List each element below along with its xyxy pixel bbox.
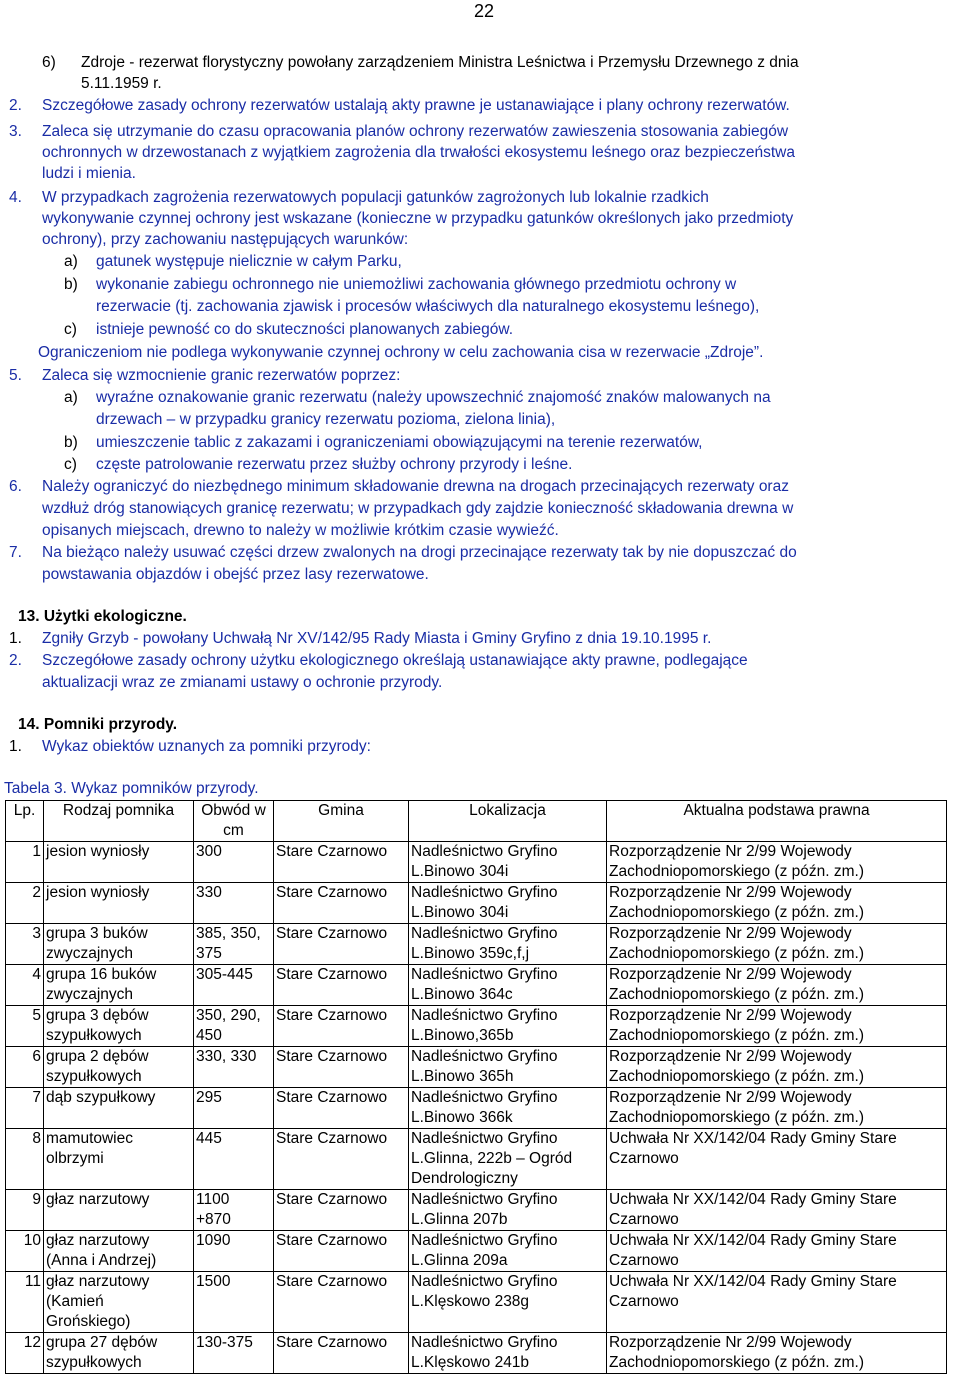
item-3-line-3: ludzi i mienia. — [42, 165, 136, 182]
header-lokalizacja: Lokalizacja — [409, 801, 607, 842]
cell-lokalizacja-line: Nadleśnictwo Gryfino — [411, 1048, 558, 1065]
cell-rodzaj-line: grupa 3 dębów — [46, 1007, 149, 1024]
cell-lokalizacja — [409, 1129, 607, 1190]
section-14-heading: 14. Pomniki przyrody. — [18, 716, 178, 733]
cell-lokalizacja-line: L.Klęskowo 238g — [411, 1293, 530, 1310]
cell-podstawa-line: Czarnowo — [609, 1252, 679, 1269]
monuments-table — [5, 800, 947, 1374]
cell-lokalizacja-line: Nadleśnictwo Gryfino — [411, 925, 558, 942]
cell-gmina-line: Stare Czarnowo — [276, 1130, 388, 1147]
cell-lokalizacja — [409, 1047, 607, 1088]
cell-obwod-line: 330 — [196, 884, 222, 901]
header-obwod — [194, 801, 274, 842]
cell-lp-line: 12 — [23, 1334, 41, 1351]
cell-gmina — [274, 1129, 409, 1190]
cell-podstawa-line: Zachodniopomorskiego (z późn. zm.) — [609, 945, 865, 962]
cell-podstawa — [607, 965, 947, 1006]
cell-podstawa-line: Rozporządzenie Nr 2/99 Wojewody — [609, 966, 852, 983]
item-5a-line-2: drzewach – w przypadku granicy rezerwatu pozioma, zielona linia), — [96, 411, 556, 428]
cell-rodzaj — [44, 1088, 194, 1129]
cell-rodzaj — [44, 1231, 194, 1272]
cell-rodzaj — [44, 924, 194, 965]
cell-podstawa-line: Uchwała Nr XX/142/04 Rady Gminy Stare — [609, 1191, 897, 1208]
cell-podstawa — [607, 1272, 947, 1333]
cell-gmina — [274, 924, 409, 965]
cell-rodzaj — [44, 1047, 194, 1088]
table-caption: Tabela 3. Wykaz pomników przyrody. — [4, 780, 259, 797]
item-4b-label: b) — [64, 276, 78, 293]
table-row — [6, 1190, 947, 1231]
cell-lp-line: 7 — [32, 1089, 41, 1106]
item-6-line-2: 5.11.1959 r. — [81, 75, 162, 92]
item-2-number: 2. — [9, 97, 22, 114]
table-row — [6, 1006, 947, 1047]
cell-rodzaj-line: (Kamień — [46, 1293, 104, 1310]
cell-rodzaj-line: zwyczajnych — [46, 945, 133, 962]
cell-obwod-line: 350, 290, — [196, 1007, 261, 1024]
cell-lp — [6, 1088, 44, 1129]
cell-gmina — [274, 1006, 409, 1047]
cell-podstawa — [607, 1129, 947, 1190]
cell-lp-line: 11 — [24, 1273, 41, 1290]
cell-obwod — [194, 1190, 274, 1231]
cell-podstawa — [607, 842, 947, 883]
cell-lokalizacja — [409, 1333, 607, 1374]
item-6b-line-1: Należy ograniczyć do niezbędnego minimum składowanie drewna na drogach przecinających rezerwaty oraz — [42, 478, 789, 495]
cell-lp-line: 8 — [32, 1130, 41, 1147]
cell-rodzaj-line: olbrzymi — [46, 1150, 104, 1167]
cell-rodzaj — [44, 1190, 194, 1231]
item-5c-label: c) — [64, 456, 77, 473]
cell-rodzaj — [44, 1272, 194, 1333]
cell-gmina — [274, 842, 409, 883]
cell-lokalizacja-line: L.Binowo 365h — [411, 1068, 514, 1085]
cell-gmina-line: Stare Czarnowo — [276, 1334, 388, 1351]
cell-podstawa-line: Rozporządzenie Nr 2/99 Wojewody — [609, 1007, 852, 1024]
cell-rodzaj-line: grupa 2 dębów — [46, 1048, 149, 1065]
item-4-line-1: W przypadkach zagrożenia rezerwatowych populacji gatunków zagrożonych lub lokalnie rzadkich — [42, 189, 709, 206]
cell-rodzaj-line: szypułkowych — [46, 1027, 142, 1044]
cell-rodzaj-line: jesion wyniosły — [46, 884, 150, 901]
cell-obwod-line: 1500 — [196, 1273, 231, 1290]
cell-lokalizacja-line: Nadleśnictwo Gryfino — [411, 1273, 558, 1290]
cell-rodzaj-line: grupa 27 dębów — [46, 1334, 158, 1351]
cell-lp — [6, 1272, 44, 1333]
item-7-line-1: Na bieżąco należy usuwać części drzew zwalonych na drogi przecinające rezerwaty tak by nie dopuszczać do — [42, 544, 797, 561]
cell-obwod-line: +870 — [196, 1211, 231, 1228]
cell-podstawa-line: Rozporządzenie Nr 2/99 Wojewody — [609, 884, 852, 901]
cell-lp-line: 5 — [32, 1007, 41, 1024]
cell-obwod-line: 445 — [196, 1130, 222, 1147]
cell-podstawa-line: Czarnowo — [609, 1211, 679, 1228]
item-7-number: 7. — [9, 544, 22, 561]
cell-lokalizacja-line: Nadleśnictwo Gryfino — [411, 843, 558, 860]
cell-lp — [6, 1129, 44, 1190]
cell-obwod-line: 1090 — [196, 1232, 231, 1249]
cell-obwod-line: 130-375 — [196, 1334, 253, 1351]
cell-rodzaj-line: Grońskiego) — [46, 1313, 131, 1330]
item-6b-line-3: opisanych miejscach, drewno to należy w możliwie krótkim czasie wywieźć. — [42, 522, 559, 539]
cell-lokalizacja-line: L.Binowo,365b — [411, 1027, 514, 1044]
cell-lp-line: 1 — [32, 843, 41, 860]
cell-rodzaj-line: głaz narzutowy — [46, 1273, 150, 1290]
cell-lokalizacja-line: Dendrologiczny — [411, 1170, 518, 1187]
cell-rodzaj-line: dąb szypułkowy — [46, 1089, 156, 1106]
cell-obwod — [194, 965, 274, 1006]
cell-lp — [6, 1006, 44, 1047]
cell-rodzaj — [44, 842, 194, 883]
cell-podstawa — [607, 883, 947, 924]
cell-rodzaj-line: głaz narzutowy — [46, 1191, 150, 1208]
cell-podstawa-line: Czarnowo — [609, 1293, 679, 1310]
cell-obwod — [194, 924, 274, 965]
table-row — [6, 1231, 947, 1272]
cell-gmina-line: Stare Czarnowo — [276, 1089, 388, 1106]
item-4b-line-1: wykonanie zabiegu ochronnego nie uniemożliwi zachowania głównego przedmiotu ochrony w — [96, 276, 737, 293]
item-5c-text: częste patrolowanie rezerwatu przez służby ochrony przyrody i leśne. — [96, 456, 573, 473]
cell-gmina-line: Stare Czarnowo — [276, 1048, 388, 1065]
item-5-line-1: Zaleca się wzmocnienie granic rezerwatów poprzez: — [42, 367, 401, 384]
cell-gmina-line: Stare Czarnowo — [276, 1007, 388, 1024]
cell-lp-line: 9 — [32, 1191, 41, 1208]
item-5b-label: b) — [64, 434, 78, 451]
cell-lokalizacja-line: L.Glinna 207b — [411, 1211, 508, 1228]
item-4c-label: c) — [64, 321, 77, 338]
cell-rodzaj — [44, 883, 194, 924]
cell-lokalizacja-line: Nadleśnictwo Gryfino — [411, 1089, 558, 1106]
item-7-line-2: powstawania objazdów i obejść przez lasy rezerwatowe. — [42, 566, 429, 583]
item-4-line-2: wykonywanie czynnej ochrony jest wskazane (konieczne w przypadku gatunków określonych jako przedmioty — [42, 210, 794, 227]
header-obwod-line-1: Obwód w — [201, 802, 266, 819]
cell-lp — [6, 1190, 44, 1231]
cell-rodzaj-line: grupa 3 buków — [46, 925, 148, 942]
cell-podstawa-line: Zachodniopomorskiego (z późn. zm.) — [609, 1068, 865, 1085]
cell-lokalizacja-line: Nadleśnictwo Gryfino — [411, 1007, 558, 1024]
cell-podstawa-line: Zachodniopomorskiego (z późn. zm.) — [609, 863, 865, 880]
cell-podstawa-line: Zachodniopomorskiego (z późn. zm.) — [609, 986, 865, 1003]
cell-gmina-line: Stare Czarnowo — [276, 1232, 388, 1249]
item-3-number: 3. — [9, 123, 22, 140]
cell-gmina-line: Stare Czarnowo — [276, 1191, 388, 1208]
cell-obwod — [194, 1231, 274, 1272]
item-4a-label: a) — [64, 253, 78, 270]
cell-rodzaj-line: mamutowiec — [46, 1130, 133, 1147]
cell-lokalizacja-line: L.Binowo 304i — [411, 863, 509, 880]
table-row — [6, 842, 947, 883]
cell-gmina — [274, 1333, 409, 1374]
cell-podstawa — [607, 1047, 947, 1088]
cell-lp — [6, 1231, 44, 1272]
cell-podstawa — [607, 1006, 947, 1047]
cell-lokalizacja-line: L.Klęskowo 241b — [411, 1354, 530, 1371]
table-row — [6, 1333, 947, 1374]
cell-lokalizacja-line: L.Glinna 209a — [411, 1252, 508, 1269]
cell-lokalizacja — [409, 1272, 607, 1333]
cell-rodzaj-line: grupa 16 buków — [46, 966, 157, 983]
cell-obwod-line: 1100 — [196, 1191, 230, 1208]
cell-rodzaj — [44, 965, 194, 1006]
item-5a-label: a) — [64, 389, 78, 406]
item-2-text: Szczegółowe zasady ochrony rezerwatów ustalają akty prawne je ustanawiające i plany ochrony rezerwatów. — [42, 97, 790, 114]
cell-podstawa-line: Rozporządzenie Nr 2/99 Wojewody — [609, 925, 852, 942]
cell-podstawa-line: Zachodniopomorskiego (z późn. zm.) — [609, 1109, 865, 1126]
cell-gmina — [274, 883, 409, 924]
cell-podstawa-line: Rozporządzenie Nr 2/99 Wojewody — [609, 843, 852, 860]
cell-obwod-line: 295 — [196, 1089, 222, 1106]
cell-obwod-line: 330, 330 — [196, 1048, 257, 1065]
cell-lokalizacja-line: Nadleśnictwo Gryfino — [411, 1130, 558, 1147]
cell-lp-line: 10 — [23, 1232, 41, 1249]
cell-gmina-line: Stare Czarnowo — [276, 843, 388, 860]
item-5-number: 5. — [9, 367, 22, 384]
cell-lokalizacja-line: Nadleśnictwo Gryfino — [411, 884, 558, 901]
cell-rodzaj-line: jesion wyniosły — [46, 843, 150, 860]
cell-podstawa-line: Czarnowo — [609, 1150, 679, 1167]
cell-lp-line: 4 — [32, 966, 41, 983]
cell-podstawa — [607, 1088, 947, 1129]
cell-lokalizacja — [409, 883, 607, 924]
item-5a-line-1: wyraźne oznakowanie granic rezerwatu (należy upowszechnić znajomość znaków malowanych na — [96, 389, 771, 406]
cell-podstawa-line: Rozporządzenie Nr 2/99 Wojewody — [609, 1334, 852, 1351]
cell-obwod — [194, 1129, 274, 1190]
cell-lp-line: 3 — [32, 925, 41, 942]
section-13-heading: 13. Użytki ekologiczne. — [18, 608, 187, 625]
page-number: 22 — [474, 1, 495, 21]
cell-lokalizacja-line: L.Binowo 366k — [411, 1109, 513, 1126]
table-row — [6, 1129, 947, 1190]
cell-lokalizacja — [409, 1006, 607, 1047]
cell-lokalizacja-line: L.Binowo 364c — [411, 986, 513, 1003]
cell-lp-line: 6 — [32, 1048, 41, 1065]
cell-podstawa-line: Zachodniopomorskiego (z późn. zm.) — [609, 1354, 865, 1371]
table-body — [6, 842, 947, 1374]
item-6-number: 6) — [42, 54, 56, 71]
item-4a-text: gatunek występuje nielicznie w całym Parku, — [96, 253, 402, 270]
cell-lokalizacja-line: Nadleśnictwo Gryfino — [411, 1191, 558, 1208]
item-4-note: Ograniczeniom nie podlega wykonywanie czynnej ochrony w celu zachowania cisa w rezerwacie „Zdroje”. — [38, 344, 764, 361]
cell-rodzaj-line: szypułkowych — [46, 1068, 142, 1085]
item-6b-line-2: wzdłuż dróg stanowiących granicę rezerwatu; w przypadkach gdy zajdzie konieczność składowania drewna w — [42, 500, 794, 517]
cell-podstawa — [607, 1333, 947, 1374]
cell-obwod-line: 450 — [196, 1027, 222, 1044]
cell-gmina — [274, 1190, 409, 1231]
table-row — [6, 1047, 947, 1088]
cell-lp — [6, 924, 44, 965]
s13-item-2-line-2: aktualizacji wraz ze zmianami ustawy o ochronie przyrody. — [42, 674, 443, 691]
cell-lokalizacja — [409, 1088, 607, 1129]
item-3-line-1: Zaleca się utrzymanie do czasu opracowania planów ochrony rezerwatów zawieszenia stosowania zabiegów — [42, 123, 789, 140]
cell-gmina — [274, 1047, 409, 1088]
cell-lokalizacja-line: L.Glinna, 222b – Ogród — [411, 1150, 573, 1167]
cell-gmina-line: Stare Czarnowo — [276, 884, 388, 901]
cell-obwod — [194, 1047, 274, 1088]
cell-lp-line: 2 — [32, 884, 41, 901]
cell-podstawa — [607, 1231, 947, 1272]
cell-obwod — [194, 1272, 274, 1333]
cell-gmina-line: Stare Czarnowo — [276, 966, 388, 983]
item-3-line-2: ochronnych w drzewostanach z wyjątkiem zagrożenia dla trwałości ekosystemu leśnego oraz bezpieczeństwa — [42, 144, 795, 161]
cell-obwod — [194, 842, 274, 883]
cell-lp — [6, 965, 44, 1006]
cell-rodzaj — [44, 1006, 194, 1047]
cell-rodzaj — [44, 1129, 194, 1190]
cell-podstawa-line: Rozporządzenie Nr 2/99 Wojewody — [609, 1048, 852, 1065]
cell-lp — [6, 1047, 44, 1088]
s13-item-2-number: 2. — [9, 652, 22, 669]
cell-lokalizacja — [409, 842, 607, 883]
cell-gmina — [274, 965, 409, 1006]
cell-podstawa — [607, 1190, 947, 1231]
cell-obwod-line: 305-445 — [196, 966, 253, 983]
cell-lp — [6, 842, 44, 883]
s14-item-1-text: Wykaz obiektów uznanych za pomniki przyrody: — [42, 738, 371, 755]
cell-podstawa-line: Zachodniopomorskiego (z późn. zm.) — [609, 1027, 865, 1044]
cell-podstawa-line: Uchwała Nr XX/142/04 Rady Gminy Stare — [609, 1130, 897, 1147]
cell-rodzaj-line: (Anna i Andrzej) — [46, 1252, 157, 1269]
cell-rodzaj-line: szypułkowych — [46, 1354, 142, 1371]
table-row — [6, 924, 947, 965]
cell-rodzaj — [44, 1333, 194, 1374]
header-podstawa: Aktualna podstawa prawna — [607, 801, 947, 842]
item-5b-text: umieszczenie tablic z zakazami i ograniczeniami obowiązującymi na terenie rezerwatów, — [96, 434, 703, 451]
cell-gmina-line: Stare Czarnowo — [276, 925, 388, 942]
header-rodzaj: Rodzaj pomnika — [44, 801, 194, 842]
cell-lokalizacja-line: Nadleśnictwo Gryfino — [411, 1334, 558, 1351]
cell-rodzaj-line: głaz narzutowy — [46, 1232, 150, 1249]
item-6-line-1: Zdroje - rezerwat florystyczny powołany zarządzeniem Ministra Leśnictwa i Przemysłu Drzewnego z dnia — [81, 54, 799, 71]
item-6b-number: 6. — [9, 478, 22, 495]
cell-podstawa-line: Zachodniopomorskiego (z późn. zm.) — [609, 904, 865, 921]
table-row — [6, 1272, 947, 1333]
item-4-line-3: ochrony), przy zachowaniu następujących warunków: — [42, 231, 409, 248]
cell-gmina-line: Stare Czarnowo — [276, 1273, 388, 1290]
cell-obwod — [194, 1006, 274, 1047]
table-row — [6, 883, 947, 924]
cell-lokalizacja-line: L.Binowo 359c,f,j — [411, 945, 530, 962]
cell-gmina — [274, 1231, 409, 1272]
cell-gmina — [274, 1088, 409, 1129]
cell-obwod — [194, 883, 274, 924]
cell-lokalizacja-line: Nadleśnictwo Gryfino — [411, 966, 558, 983]
cell-lp — [6, 1333, 44, 1374]
cell-podstawa-line: Uchwała Nr XX/142/04 Rady Gminy Stare — [609, 1232, 897, 1249]
cell-lokalizacja — [409, 1231, 607, 1272]
header-gmina: Gmina — [274, 801, 409, 842]
table-row — [6, 1088, 947, 1129]
cell-obwod-line: 375 — [196, 945, 222, 962]
s13-item-1-number: 1. — [9, 630, 22, 647]
item-4-number: 4. — [9, 189, 22, 206]
table-header-row — [6, 801, 947, 842]
cell-podstawa-line: Rozporządzenie Nr 2/99 Wojewody — [609, 1089, 852, 1106]
cell-gmina — [274, 1272, 409, 1333]
item-4c-text: istnieje pewność co do skuteczności planowanych zabiegów. — [96, 321, 514, 338]
cell-obwod — [194, 1088, 274, 1129]
cell-podstawa — [607, 924, 947, 965]
s13-item-1-text: Zgniły Grzyb - powołany Uchwałą Nr XV/142/95 Rady Miasta i Gminy Gryfino z dnia 19.10.1995 r. — [42, 630, 712, 647]
item-4b-line-2: rezerwacie (tj. zachowania zjawisk i procesów właściwych dla naturalnego ekosystemu leśnego), — [96, 298, 760, 315]
cell-lokalizacja-line: L.Binowo 304i — [411, 904, 509, 921]
cell-podstawa-line: Uchwała Nr XX/142/04 Rady Gminy Stare — [609, 1273, 897, 1290]
s13-item-2-line-1: Szczegółowe zasady ochrony użytku ekologicznego określają ustanawiające akty prawne, podlegające — [42, 652, 748, 669]
header-obwod-line-2: cm — [223, 822, 244, 839]
cell-rodzaj-line: zwyczajnych — [46, 986, 133, 1003]
cell-lokalizacja — [409, 1190, 607, 1231]
s14-item-1-number: 1. — [9, 738, 22, 755]
header-lp: Lp. — [6, 801, 44, 842]
cell-lokalizacja-line: Nadleśnictwo Gryfino — [411, 1232, 558, 1249]
table-row — [6, 965, 947, 1006]
cell-lokalizacja — [409, 965, 607, 1006]
cell-lp — [6, 883, 44, 924]
cell-lokalizacja — [409, 924, 607, 965]
cell-obwod — [194, 1333, 274, 1374]
cell-obwod-line: 300 — [196, 843, 222, 860]
cell-obwod-line: 385, 350, — [196, 925, 261, 942]
